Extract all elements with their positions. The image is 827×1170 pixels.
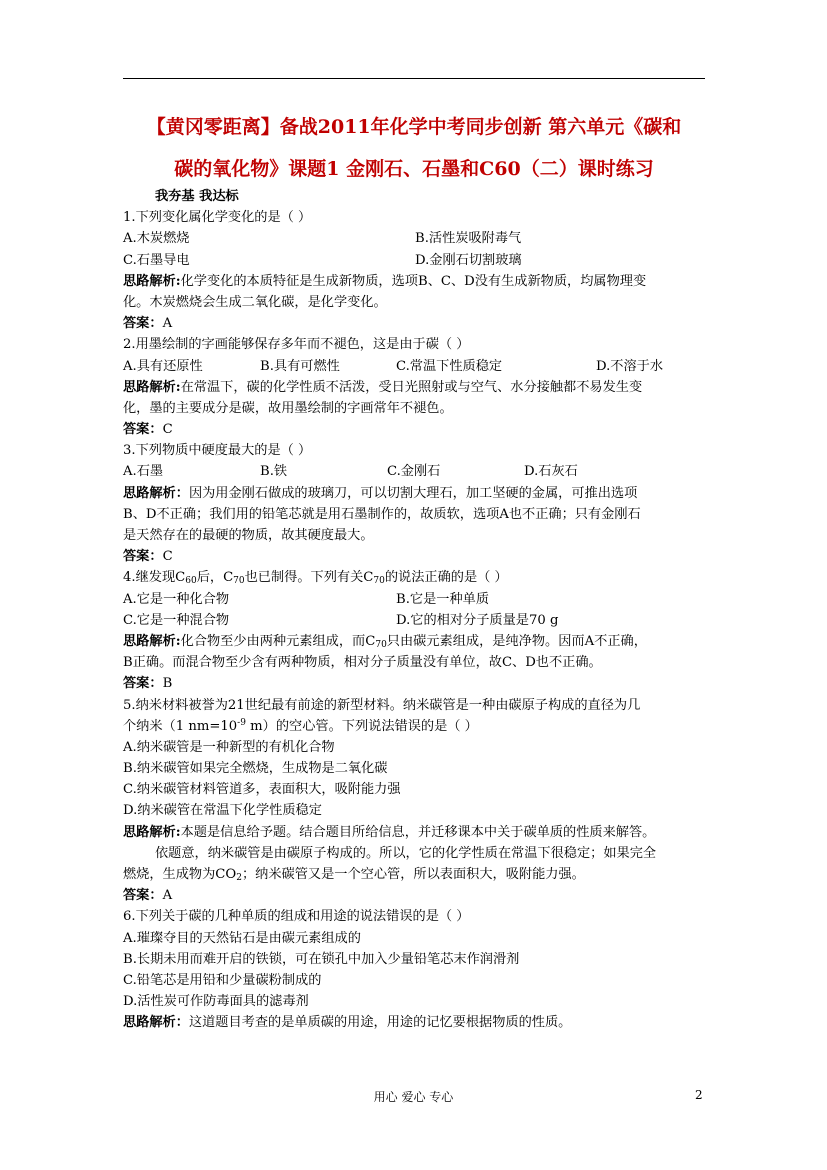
q5-analysis-part: ；纳米碳管又是一个空心管，所以表面积大，吸附能力强。 [241,867,585,882]
q4-option-b: B.它是一种单质 [396,591,490,607]
q6-option-d: D.活性炭可作防毒面具的滤毒剂 [123,994,309,1010]
q1-options-row-1 [123,228,708,249]
q5-analysis-text-1: 本题是信息给予题。结合题目所给信息，并迁移课本中关于碳单质的性质来解答。 [180,824,656,840]
analysis-label: 思路解析: [123,379,181,395]
subscript: 2 [236,873,242,883]
q1-option-a: A.木炭燃烧 [123,231,190,247]
q5-analysis-text-2: 依题意，纳米碳管是由碳原子构成的。所以，它的化学性质在常温下很稳定；如果完全 [155,845,657,861]
title-line-1: 【黄冈零距离】备战2011年化学中考同步创新 第六单元《碳和 [146,116,682,138]
q2-option-a: A.具有还原性 [123,358,203,374]
q4-options-row-1 [123,589,708,610]
superscript: -9 [237,717,246,728]
q5-stem-part: 个纳米（1 nm=10 [123,718,238,734]
q3-stem: 3.下列物质中硬度最大的是（ ） [123,443,312,459]
analysis-label: 思路解析: [123,824,181,840]
q1-options-row-2 [123,250,708,271]
q4-analysis-part: 化合物至少由两种元素组成，而C [180,633,376,649]
q1-option-c: C.石墨导电 [123,252,190,268]
q3-analysis-text-2: B、D不正确；我们用的铅笔芯就是用石墨制作的，故质软，选项A也不正确；只有金刚石 [123,506,641,522]
q4-stem-part: 后，C [196,570,234,586]
q3-analysis [123,483,708,504]
subscript: 70 [373,576,385,587]
q3-answer [123,546,708,567]
q5-analysis-part: 燃烧，生成物为CO [123,867,237,882]
q5-option-c: C.纳米碳管材料管道多，表面积大，吸附能力强 [123,782,401,798]
q3-analysis-text-3: 是天然存在的最硬的物质，故其硬度最大。 [123,528,374,543]
q2-answer-value: C [162,422,173,438]
q2-option-c: C.常温下性质稳定 [396,358,503,374]
q4-answer-value: B [162,676,173,692]
q4-stem-part: 也已制得。下列有关C [244,570,374,586]
q1-stem: 1.下列变化属化学变化的是（ ） [123,210,312,226]
q2-answer [123,419,708,440]
q6-option-b: B.长期未用而难开启的铁锁，可在锁孔中加入少量铅笔芯末作润滑剂 [123,951,520,967]
q2-analysis [123,377,708,398]
q4-stem-part: 的说法正确的是（ ） [384,570,508,586]
subscript: 60 [185,576,197,587]
q2-analysis-text-2: 化，墨的主要成分是碳，故用墨绘制的字画常年不褪色。 [123,400,453,416]
q3-options-row [123,461,708,482]
subscript: 70 [375,639,387,650]
q5-answer [123,885,708,906]
q5-stem-part: m）的空心管。下列说法错误的是（ ） [245,718,478,734]
section-heading: 我夯基 我达标 [155,189,239,204]
title-line-2: 碳的氧化物》课题1 金刚石、石墨和C60（二）课时练习 [174,158,654,180]
q5-stem-2 [123,716,708,737]
q4-analysis-part: 只由碳元素组成，是纯净物。因而A不正确， [386,633,647,649]
q2-stem: 2.用墨绘制的字画能够保存多年而不褪色，这是由于碳（ ） [123,337,470,353]
q6-analysis-text: 这道题目考查的是单质碳的用途，用途的记忆要根据物质的性质。 [188,1015,572,1031]
q1-analysis-text-2: 化。木炭燃烧会生成二氧化碳，是化学变化。 [123,294,387,310]
q5-analysis-text-3 [123,864,708,885]
q5-option-a: A.纳米碳管是一种新型的有机化合物 [123,739,335,755]
q4-option-d: D.它的相对分子质量是70 g [396,612,559,628]
q5-option-b: B.纳米碳管如果完全燃烧，生成物是二氧化碳 [123,761,388,777]
q6-option-c: C.铅笔芯是用铅和少量碳粉制成的 [123,972,322,988]
q3-option-d: D.石灰石 [524,464,578,480]
q2-option-b: B.具有可燃性 [260,358,340,374]
q4-option-c: C.它是一种混合物 [123,612,230,628]
q1-analysis [123,271,708,292]
answer-label: 答案： [123,316,163,332]
answer-label: 答案： [123,888,163,904]
q6-analysis [123,1012,708,1033]
q2-analysis-text-1: 在常温下，碳的化学性质不活泼，受日光照射或与空气、水分接触都不易发生变 [180,379,643,395]
q3-analysis-text-1: 因为用金刚石做成的玻璃刀，可以切割大理石，加工坚硬的金属，可推出选项 [188,485,638,501]
q1-answer-value: A [162,316,173,332]
q1-option-d: D.金刚石切割玻璃 [415,252,522,268]
q6-stem: 6.下列关于碳的几种单质的组成和用途的说法错误的是（ ） [123,909,470,925]
q6-option-a: A.璀璨夺目的天然钻石是由碳元素组成的 [123,930,361,946]
page-number: 2 [695,1088,703,1102]
analysis-label: 思路解析: [123,633,181,649]
footer-motto: 用心 爱心 专心 [373,1090,454,1104]
q4-option-a: A.它是一种化合物 [123,591,230,607]
answer-label: 答案： [123,676,163,692]
q5-answer-value: A [162,888,173,904]
q1-option-b: B.活性炭吸附毒气 [415,231,522,247]
analysis-label: 思路解析： [123,485,189,501]
q4-answer [123,673,708,694]
q4-analysis [123,631,708,652]
answer-label: 答案： [123,422,163,438]
q3-option-c: C.金刚石 [387,464,441,480]
q4-stem [123,567,708,588]
q3-option-b: B.铁 [260,464,288,480]
q4-analysis-text-2: B正确。而混合物至少含有两种物质，相对分子质量没有单位，故C、D也不正确。 [123,655,602,671]
q3-answer-value: C [162,549,173,565]
q5-stem-1: 5.纳米材料被誉为21世纪最有前途的新型材料。纳米碳管是一种由碳原子构成的直径为几 [123,697,641,713]
analysis-label: 思路解析: [123,273,181,289]
answer-label: 答案： [123,549,163,565]
subscript: 70 [233,576,245,587]
q1-analysis-text-1: 化学变化的本质特征是生成新物质，选项B、C、D没有生成新物质，均属物理变 [180,273,647,289]
header-rule [123,78,705,79]
q5-analysis [123,822,708,843]
q2-option-d: D.不溶于水 [596,358,664,374]
analysis-label: 思路解析： [123,1015,189,1031]
q2-options-row [123,356,708,377]
q3-option-a: A.石墨 [123,464,164,480]
q5-option-d: D.纳米碳管在常温下化学性质稳定 [123,803,322,819]
exercise-body [123,186,708,1034]
q1-answer [123,313,708,334]
q4-options-row-2 [123,610,708,631]
q4-stem-part: 4.继发现C [123,570,186,586]
